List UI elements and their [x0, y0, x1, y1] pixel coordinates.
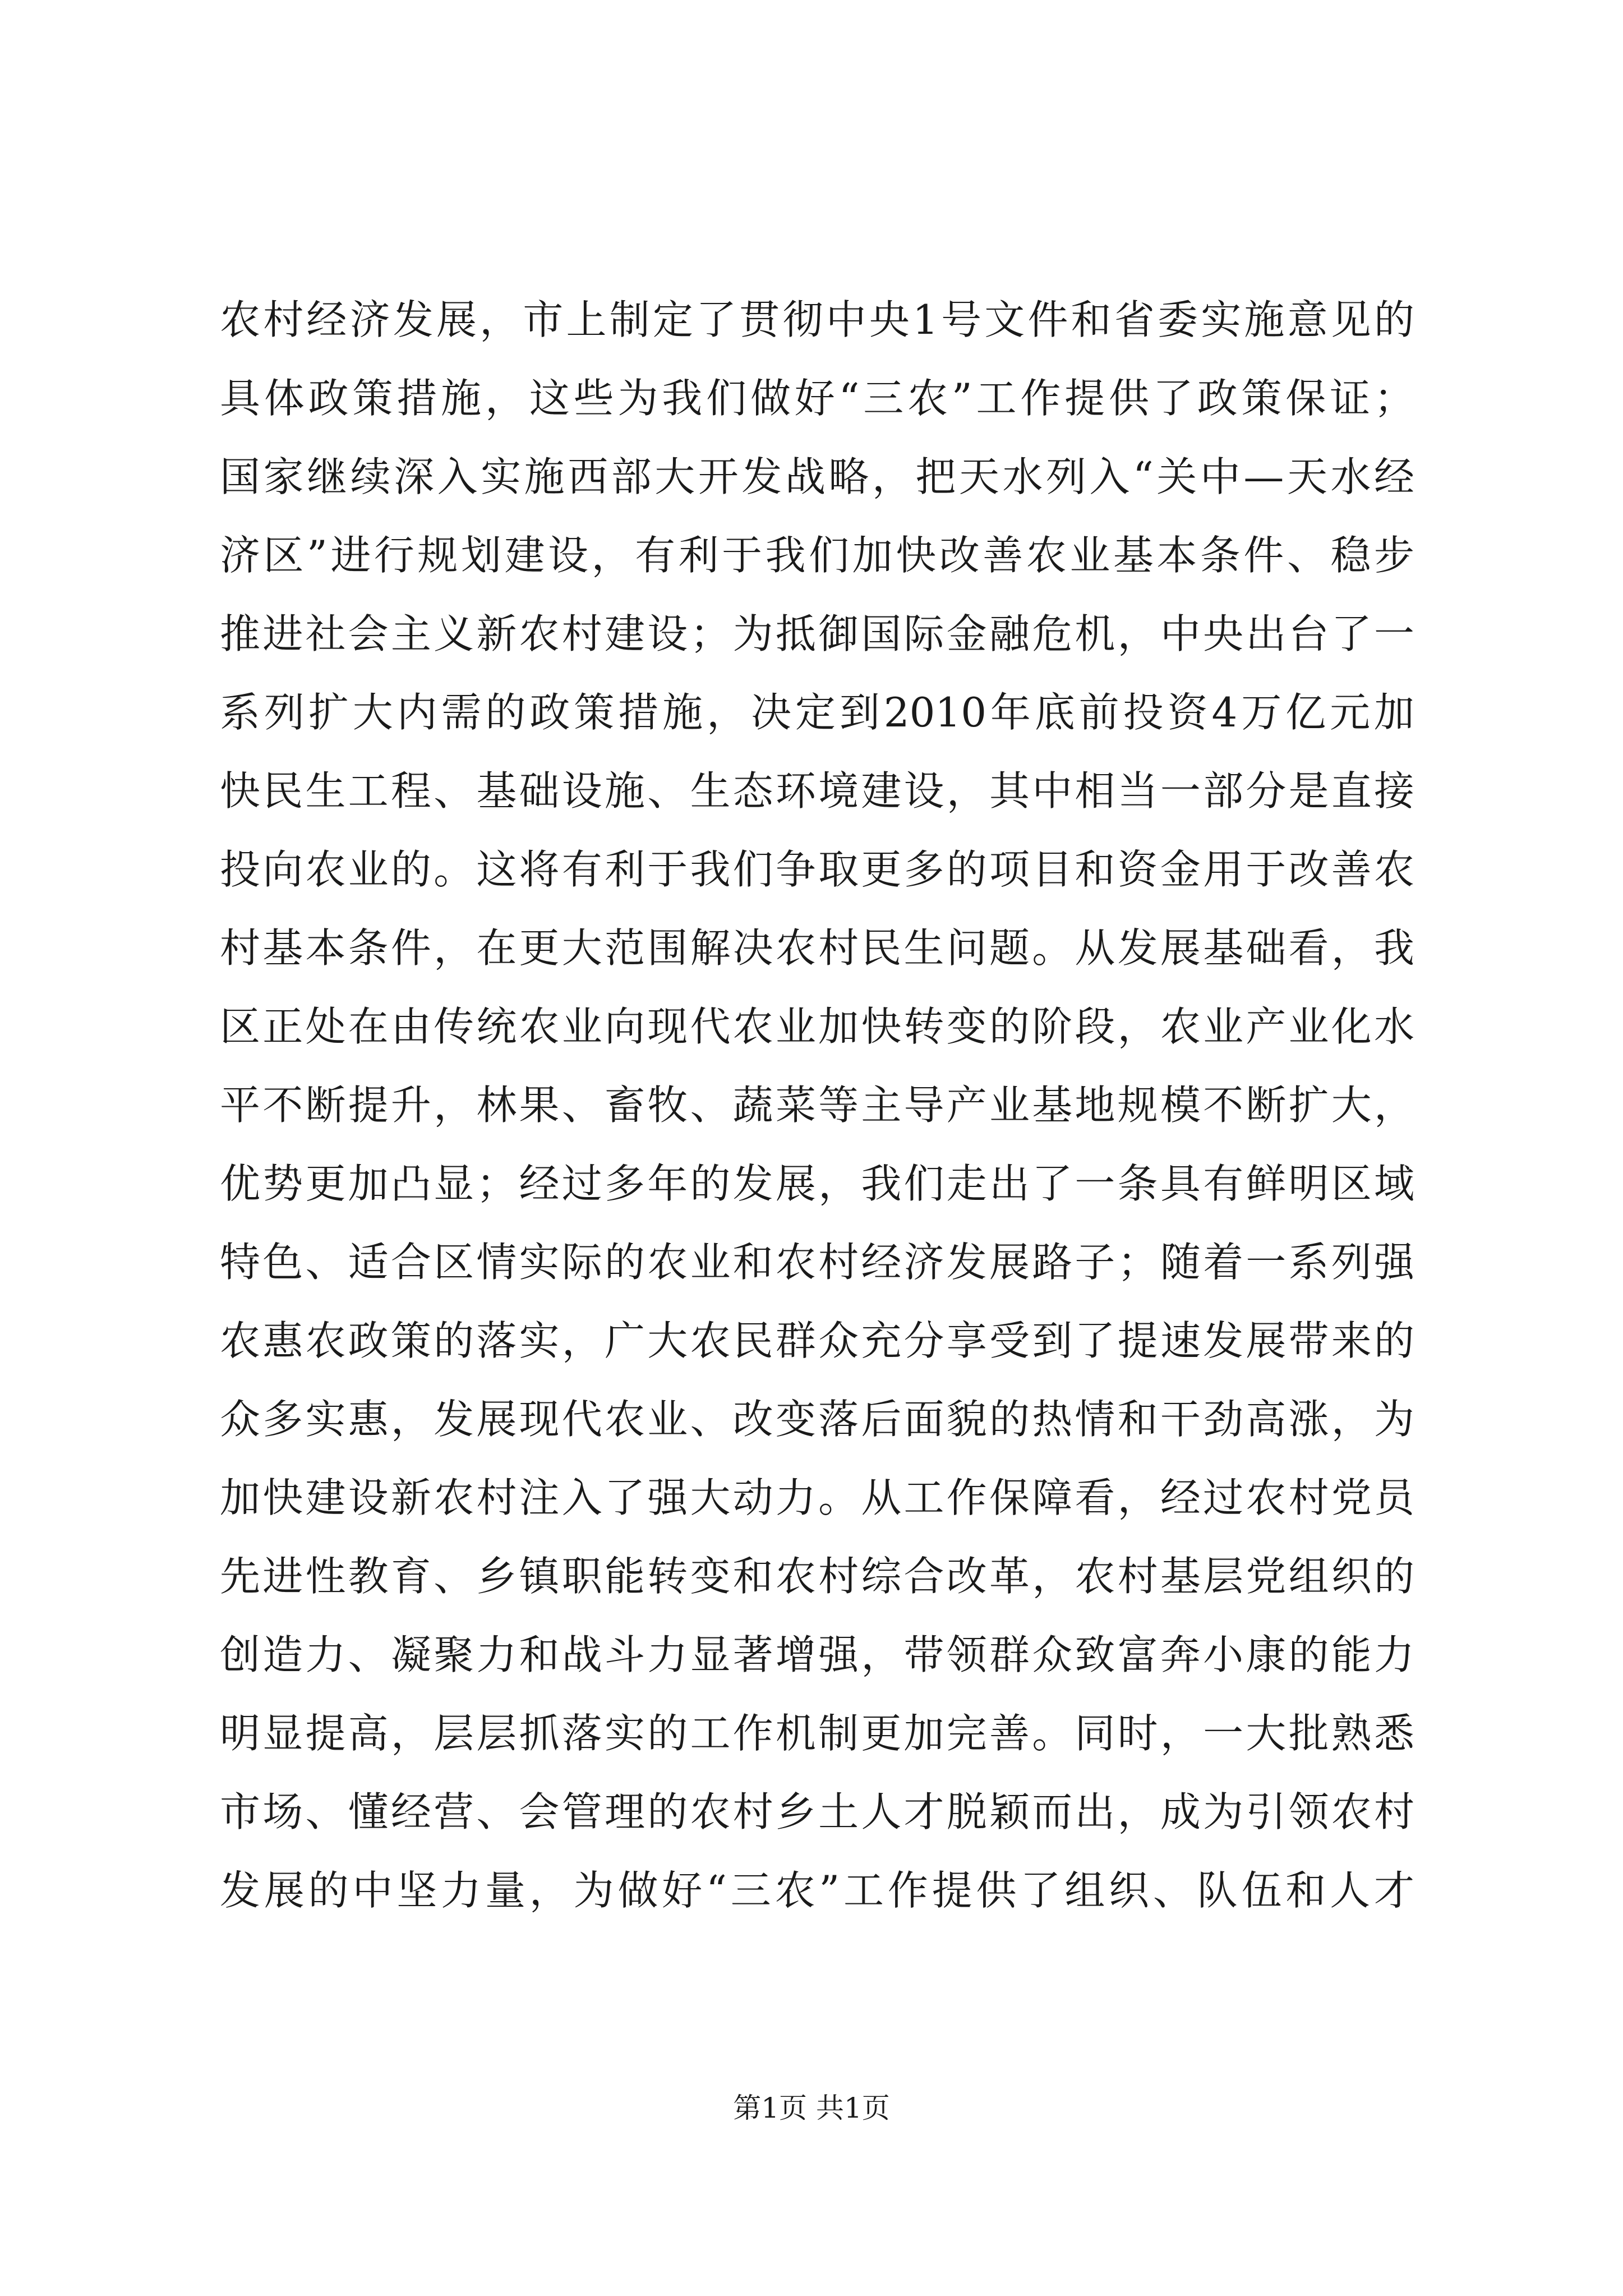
text-line: 快民生工程、基础设施、生态环境建设，其中相当一部分是直接 — [220, 767, 1414, 815]
text-line: 农惠农政策的落实，广大农民群众充分享受到了提速发展带来的 — [220, 1317, 1414, 1364]
text-line: 市场、懂经营、会管理的农村乡土人才脱颖而出，成为引领农村 — [220, 1788, 1414, 1835]
text-line: 特色、适合区情实际的农业和农村经济发展路子；随着一系列强 — [220, 1239, 1414, 1286]
text-line: 投向农业的。这将有利于我们争取更多的项目和资金用于改善农 — [220, 846, 1414, 893]
text-line: 先进性教育、乡镇职能转变和农村综合改革，农村基层党组织的 — [220, 1553, 1414, 1600]
text-line: 国家继续深入实施西部大开发战略，把天水列入“关中—天水经 — [220, 453, 1414, 500]
text-line: 优势更加凸显；经过多年的发展，我们走出了一条具有鲜明区域 — [220, 1160, 1414, 1207]
text-line: 村基本条件，在更大范围解决农村民生问题。从发展基础看，我 — [220, 924, 1414, 972]
page-number-footer: 第1页 共1页 — [733, 2092, 890, 2124]
text-line: 发展的中坚力量，为做好“三农”工作提供了组织、队伍和人才 — [220, 1867, 1414, 1914]
text-line: 济区”进行规划建设，有利于我们加快改善农业基本条件、稳步 — [220, 532, 1414, 579]
text-line: 明显提高，层层抓落实的工作机制更加完善。同时，一大批熟悉 — [220, 1710, 1414, 1757]
text-line: 农村经济发展，市上制定了贯彻中央1号文件和省委实施意见的 — [220, 296, 1414, 343]
text-line: 众多实惠，发展现代农业、改变落后面貌的热情和干劲高涨，为 — [220, 1396, 1414, 1443]
text-line: 平不断提升，林果、畜牧、蔬菜等主导产业基地规模不断扩大， — [220, 1082, 1414, 1129]
text-line: 加快建设新农村注入了强大动力。从工作保障看，经过农村党员 — [220, 1474, 1414, 1521]
text-line: 创造力、凝聚力和战斗力显著增强，带领群众致富奔小康的能力 — [220, 1631, 1414, 1678]
text-line: 推进社会主义新农村建设；为抵御国际金融危机，中央出台了一 — [220, 610, 1414, 657]
text-line: 区正处在由传统农业向现代农业加快转变的阶段，农业产业化水 — [220, 1003, 1414, 1050]
text-line: 系列扩大内需的政策措施，决定到2010年底前投资4万亿元加 — [220, 689, 1414, 736]
text-line: 具体政策措施，这些为我们做好“三农”工作提供了政策保证； — [220, 375, 1414, 422]
